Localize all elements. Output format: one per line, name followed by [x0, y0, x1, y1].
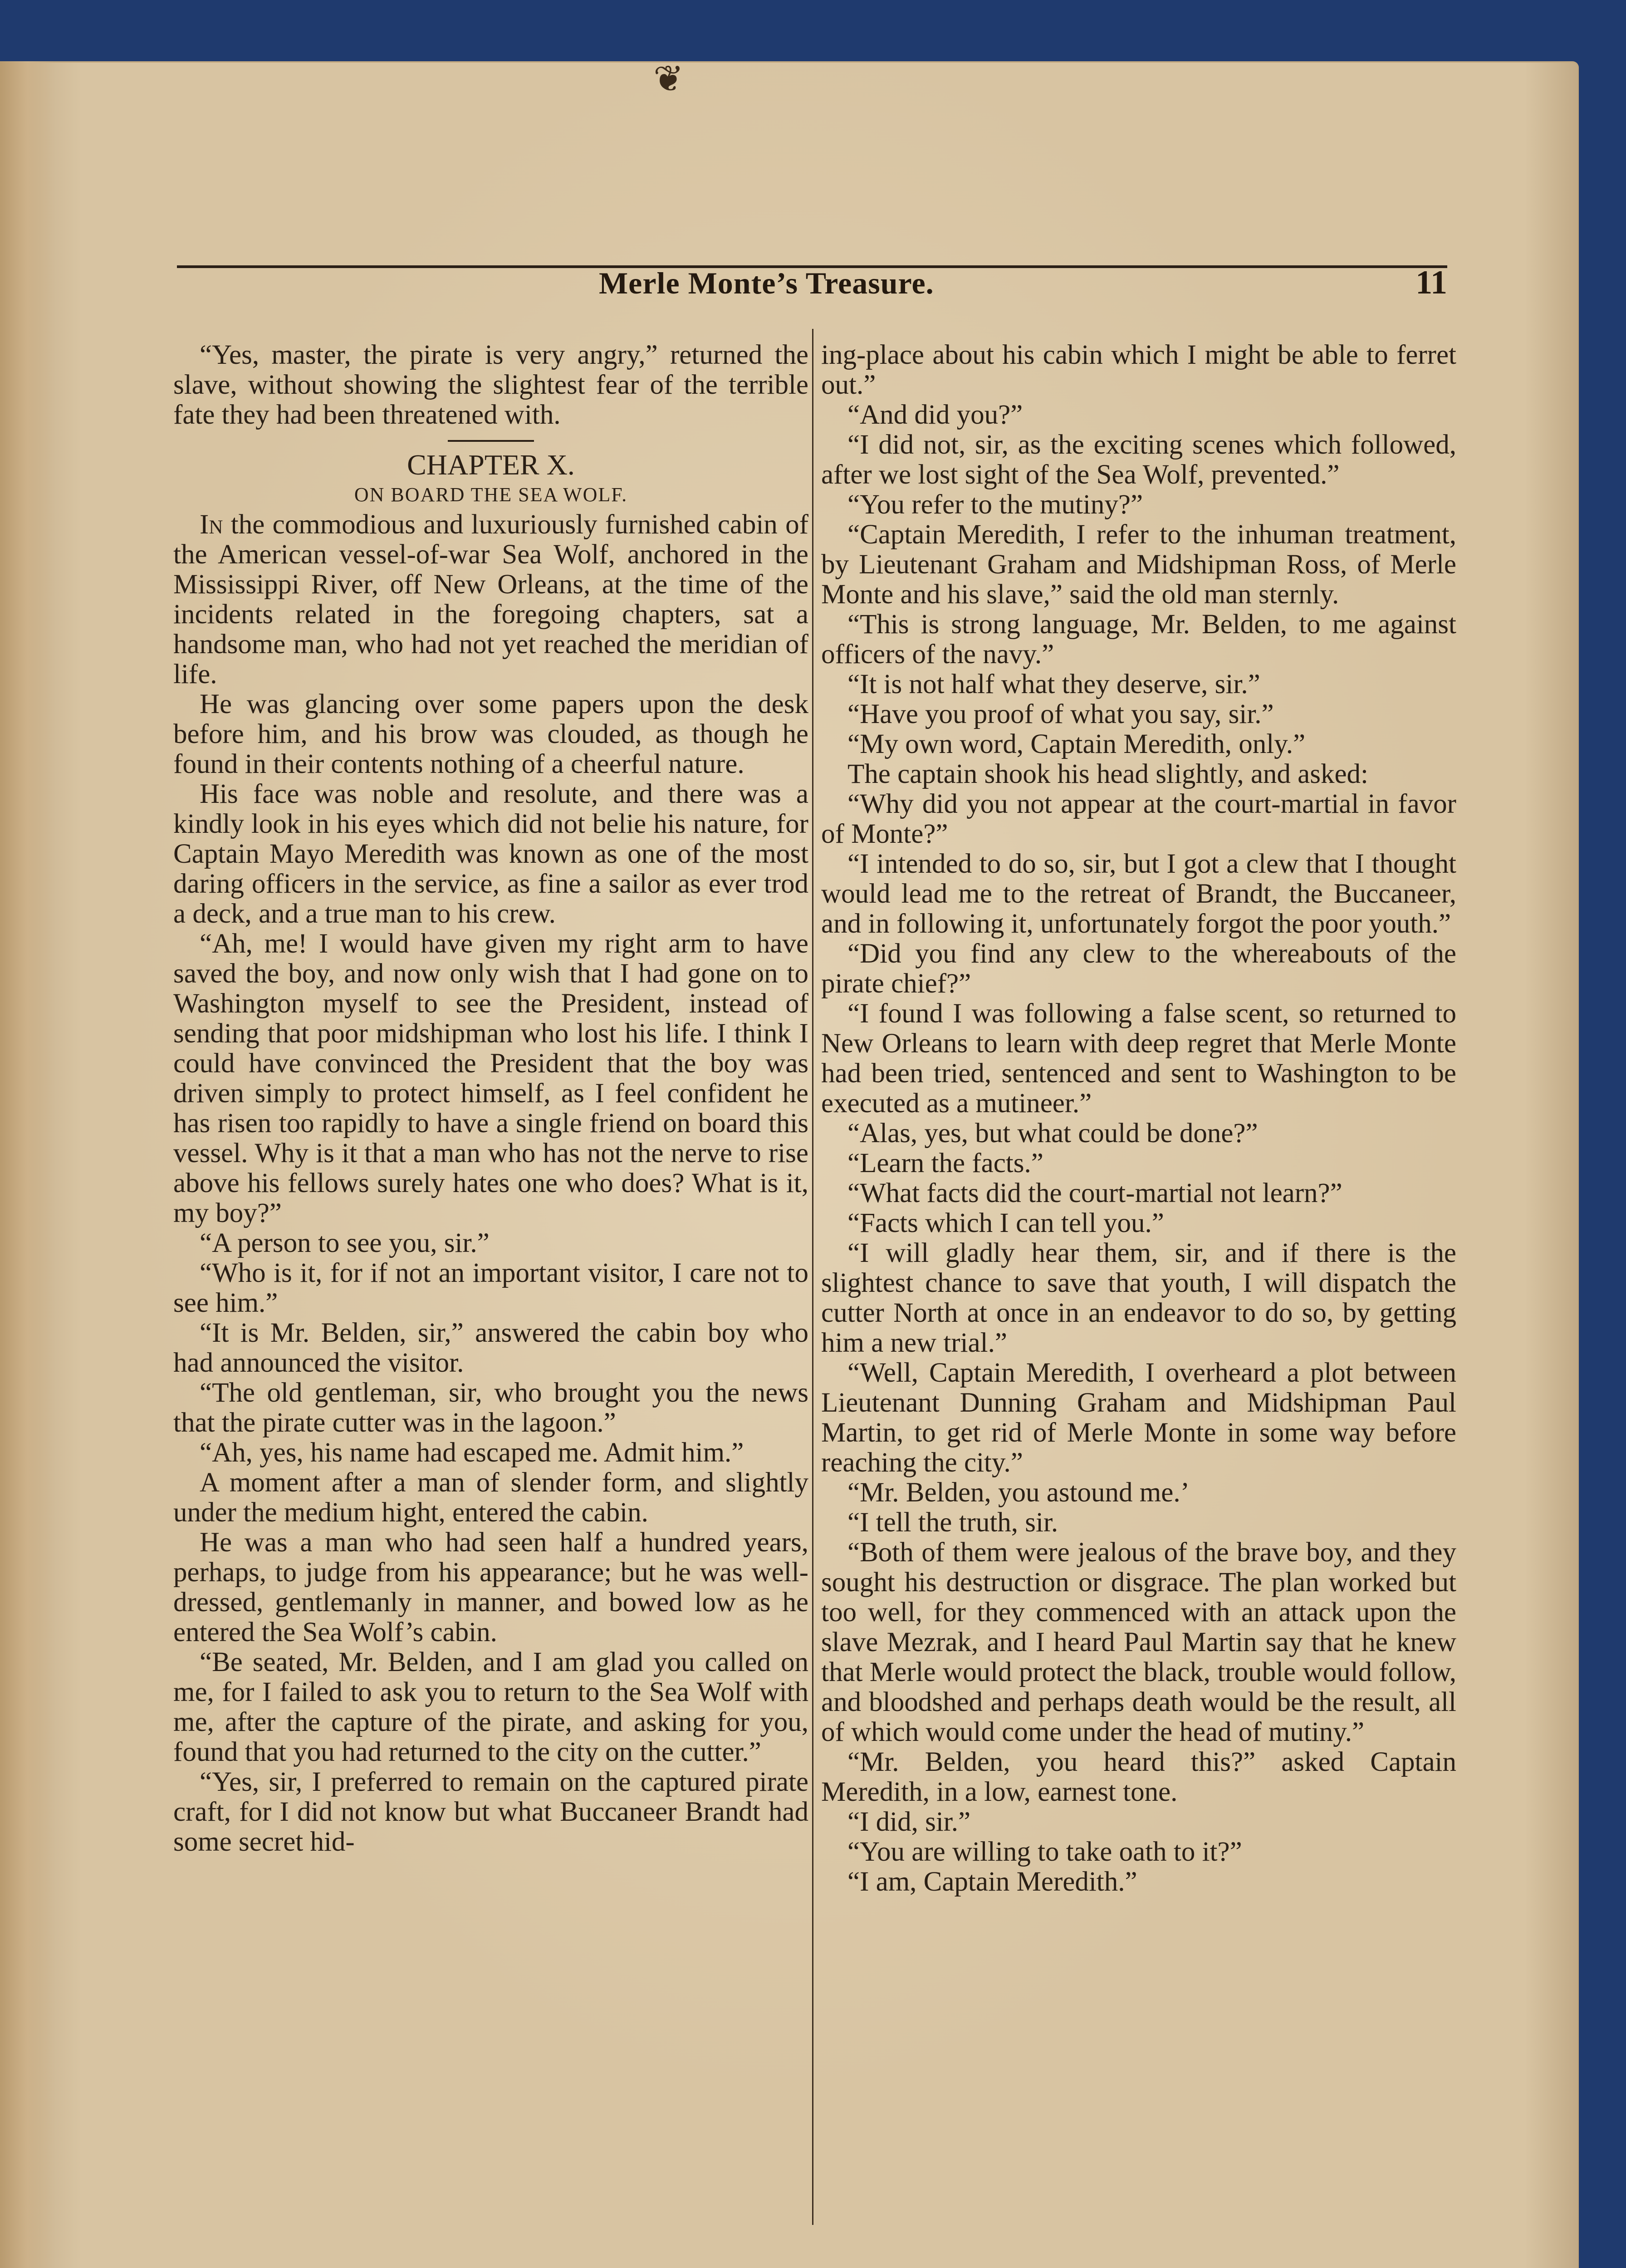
- paragraph: “Ah, yes, his name had escaped me. Admit him.”: [200, 1437, 744, 1468]
- paragraph: “I tell the truth, sir.: [847, 1507, 1058, 1538]
- page-binding-shadow: [0, 61, 54, 2268]
- page-header: [177, 197, 1447, 301]
- paragraph: “This is strong language, Mr. Belden, to me against officers of the navy.”: [821, 609, 1456, 670]
- paragraph: The captain shook his head slightly, and asked:: [847, 759, 1369, 789]
- paragraph: His face was noble and resolute, and there was a kindly look in his eyes which did not belie his nature, for Captain Mayo Meredith was known as one of the most daring officers in the service, as fine a sailor as ever trod a deck, and a true man to his crew.: [173, 779, 808, 929]
- paragraph-text: the commodious and luxuriously furnished cabin of the American vessel-of-war Sea Wolf, anchored in the Mississippi River, off New Orleans, at the time of the incidents related in the foregoing chapters, sat a handsome man, who had not yet reached the meridian of life.: [173, 509, 808, 689]
- paragraph: “I did not, sir, as the exciting scenes which followed, after we lost sight of the Sea Wolf, prevented.”: [821, 430, 1456, 490]
- paragraph: [173, 510, 808, 689]
- paragraph: “Both of them were jealous of the brave boy, and they sought his destruction or disgrace. The plan worked but too well, for they commenced with an attack upon the slave Mezrak, and I heard Paul Martin say that he knew that Merle would protect the black, trouble would follow, and bloodshed and perhaps death would be the result, all of which would come under the head of mutiny.”: [821, 1537, 1456, 1747]
- paragraph: “I found I was following a false scent, so returned to New Orleans to learn with deep regret that Merle Monte had been tried, sentenced and sent to Washington to be executed as a mutineer.”: [821, 998, 1456, 1119]
- left-column: [173, 340, 808, 1857]
- drop-word: In: [200, 509, 223, 540]
- paragraph: “The old gentleman, sir, who brought you the news that the pirate cutter was in the lagoon.”: [173, 1378, 808, 1438]
- paragraph: “It is Mr. Belden, sir,” answered the cabin boy who had announced the visitor.: [173, 1318, 808, 1378]
- paragraph: “And did you?”: [847, 400, 1023, 430]
- paragraph: “I will gladly hear them, sir, and if there is the slightest chance to save that youth, I will dispatch the cutter North at once in an endeavor to do so, by getting him a new trial.”: [821, 1238, 1456, 1358]
- paragraph: He was a man who had seen half a hundred years, perhaps, to judge from his appearance; but he was well-dressed, gentlemanly in manner, and bowed low as he entered the Sea Wolf’s cabin.: [173, 1527, 808, 1647]
- paragraph: “Yes, sir, I preferred to remain on the captured pirate craft, for I did not know but what Buccaneer Brandt had some secret hid-: [173, 1767, 808, 1857]
- chapter-title: CHAPTER X.: [407, 449, 575, 481]
- running-title: Merle Monte’s Treasure.: [599, 266, 934, 300]
- paragraph: “Be seated, Mr. Belden, and I am glad you called on me, for I failed to ask you to return to the Sea Wolf with me, after the capture of the pirate, and asking for you, found that you had returned to the city on the cutter.”: [173, 1647, 808, 1767]
- page-number: 11: [1415, 264, 1447, 301]
- chapter-subtitle: ON BOARD THE SEA WOLF.: [354, 484, 628, 506]
- paragraph: “You are willing to take oath to it?”: [847, 1837, 1242, 1867]
- paragraph: “A person to see you, sir.”: [200, 1228, 490, 1258]
- paragraph: “Facts which I can tell you.”: [847, 1208, 1164, 1238]
- column-divider: [812, 329, 813, 2225]
- paragraph: “I intended to do so, sir, but I got a clew that I thought would lead me to the retreat of Brandt, the Buccaneer, and in following it, unfortunately forgot the poor youth.”: [821, 849, 1456, 939]
- paragraph: A moment after a man of slender form, and slightly under the medium hight, entered the cabin.: [173, 1467, 808, 1528]
- paragraph: “Mr. Belden, you astound me.’: [847, 1477, 1190, 1508]
- paragraph: “Learn the facts.”: [847, 1148, 1043, 1178]
- paragraph: “Alas, yes, but what could be done?”: [847, 1118, 1258, 1149]
- ornament-mark: ❦: [653, 59, 684, 99]
- paragraph: “Captain Meredith, I refer to the inhuman treatment, by Lieutenant Graham and Midshipman Ross, of Merle Monte and his slave,” said the old man sternly.: [821, 519, 1456, 610]
- paragraph: “Well, Captain Meredith, I overheard a plot between Lieutenant Dunning Graham and Midshipman Paul Martin, to get rid of Merle Monte in some way before reaching the city.”: [821, 1358, 1456, 1478]
- paragraph: “I am, Captain Meredith.”: [847, 1867, 1137, 1897]
- paragraph: “Did you find any clew to the whereabouts of the pirate chief?”: [821, 938, 1456, 999]
- paragraph: “Have you proof of what you say, sir.”: [847, 699, 1274, 729]
- paragraph: “Why did you not appear at the court-martial in favor of Monte?”: [821, 789, 1456, 849]
- paragraph: “Yes, master, the pirate is very angry,” returned the slave, without showing the slightest fear of the terrible fate they had been threatened with.: [173, 340, 808, 430]
- paragraph: “Who is it, for if not an important visitor, I care not to see him.”: [173, 1258, 808, 1318]
- paragraph: ing-place about his cabin which I might be able to ferret out.”: [821, 340, 1456, 400]
- paragraph: “You refer to the mutiny?”: [847, 489, 1143, 520]
- paragraph: “Ah, me! I would have given my right arm to have saved the boy, and now only wish that I had gone on to Washington myself to see the President, instead of sending that poor midshipman who lost his life. I think I could have convinced the President that the boy was driven simply to protect himself, as I feel confident he has risen too rapidly to have a single friend on board this vessel. Why is it that a man who has not the nerve to rise above his fellows surely hates one who does? What is it, my boy?”: [173, 929, 808, 1228]
- paragraph: “Mr. Belden, you heard this?” asked Captain Meredith, in a low, earnest tone.: [821, 1747, 1456, 1807]
- book-page: [0, 61, 1579, 2268]
- paragraph: He was glancing over some papers upon the desk before him, and his brow was clouded, as though he found in their contents nothing of a cheerful nature.: [173, 689, 808, 779]
- paragraph: “It is not half what they deserve, sir.”: [847, 669, 1260, 699]
- paragraph: “What facts did the court-martial not learn?”: [847, 1178, 1342, 1208]
- paragraph: “I did, sir.”: [847, 1807, 971, 1837]
- chapter-rule: [448, 440, 534, 442]
- right-column: [821, 340, 1456, 1897]
- paragraph: “My own word, Captain Meredith, only.”: [847, 729, 1306, 759]
